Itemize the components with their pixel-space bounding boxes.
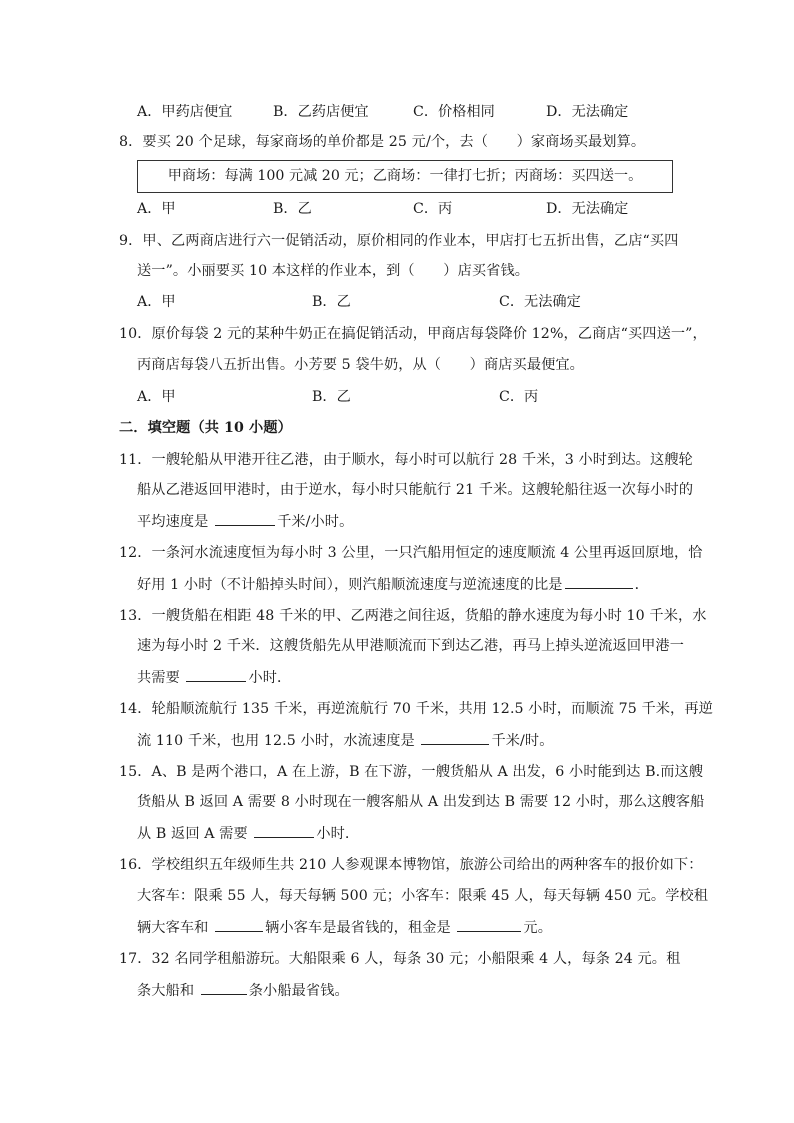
q8-option-b: B．乙: [273, 201, 312, 217]
q11-line2: 船从乙港返回甲港时，由于逆水，每小时只能航行 21 千米。这艘轮船往返一次每小时的: [137, 482, 694, 498]
q11-line1: 11．一艘轮船从甲港开往乙港，由于顺水，每小时可以航行 28 千米，3 小时到达。这艘轮: [119, 452, 693, 468]
q12-line2: [137, 574, 649, 595]
q15-line3-suffix: 小时.: [316, 826, 350, 842]
q8-info-box: 甲商场：每满 100 元减 20 元；乙商场：一律打七折；丙商场：买四送一。: [137, 160, 673, 193]
q15-line2: 货船从 B 返回 A 需要 8 小时现在一艘客船从 A 出发到达 B 需要 12 小时，那么这艘客船: [137, 794, 705, 810]
q17-answer-blank[interactable]: [201, 980, 247, 995]
q9-option-c: C．无法确定: [499, 294, 581, 310]
q9-option-a: A．甲: [137, 294, 176, 310]
q17-line2-prefix: 条大船和: [137, 983, 199, 999]
q14-line2-suffix: 千米/时。: [491, 733, 554, 749]
q12-line2-suffix: ．: [634, 577, 649, 593]
q7-option-d: D．无法确定: [546, 104, 629, 120]
q13-line2: 速为每小时 2 千米．这艘货船先从甲港顺流而下到达乙港，再马上掉头逆流返回甲港一: [137, 638, 684, 654]
q17-line2-suffix: 条小船最省钱。: [248, 983, 349, 999]
q14-answer-blank[interactable]: [421, 730, 489, 745]
q7-option-a: A．甲药店便宜: [137, 104, 233, 120]
q8-option-a: A．甲: [137, 201, 176, 217]
q12-answer-blank[interactable]: [565, 574, 633, 589]
q14-line2-prefix: 流 110 千米，也用 12.5 小时，水流速度是: [137, 733, 420, 749]
q11-answer-blank[interactable]: [215, 511, 275, 526]
q16-line3: [137, 917, 552, 938]
q16-small-bus-blank[interactable]: [215, 917, 263, 932]
q15-line1: 15．A、B 是两个港口，A 在上游，B 在下游，一艘货船从 A 出发，6 小时能到达 B.而这艘: [119, 764, 704, 780]
q11-line3: [137, 511, 353, 532]
q10-line2: 丙商店每袋八五折出售。小芳要 5 袋牛奶，从（ ）商店买最便宜。: [137, 357, 584, 373]
section-heading-fill-in: 二．填空题（共 10 小题）: [119, 420, 292, 436]
q16-line3-suffix: 元。: [523, 920, 552, 936]
q12-line1: 12．一条河水流速度恒为每小时 3 公里，一只汽船用恒定的速度顺流 4 公里再返回原地，恰: [119, 545, 703, 561]
q11-line3-prefix: 平均速度是: [137, 514, 214, 530]
q8-stem: 8．要买 20 个足球，每家商场的单价都是 25 元/个，去（ ）家商场买最划算。: [119, 134, 646, 150]
q15-answer-blank[interactable]: [254, 823, 314, 838]
q8-option-c: C．丙: [413, 201, 453, 217]
q16-line2: 大客车：限乘 55 人，每天每辆 500 元；小客车：限乘 45 人，每天每辆 450 元。学校租: [137, 888, 709, 904]
q10-option-b: B．乙: [312, 389, 351, 405]
q16-line3-prefix: 辆大客车和: [137, 920, 214, 936]
q13-line1: 13．一艘货船在相距 48 千米的甲、乙两港之间往返，货船的静水速度为每小时 10 千米，水: [119, 608, 707, 624]
q7-option-b: B．乙药店便宜: [273, 104, 369, 120]
q7-option-c: C．价格相同: [413, 104, 495, 120]
q15-line3-prefix: 从 B 返回 A 需要: [137, 826, 253, 842]
q13-answer-blank[interactable]: [186, 667, 246, 682]
q16-line1: 16．学校组织五年级师生共 210 人参观课本博物馆，旅游公司给出的两种客车的报价如下：: [119, 857, 703, 873]
q16-rent-blank[interactable]: [457, 917, 521, 932]
q9-line2: 送一”。小丽要买 10 本这样的作业本，到（ ）店买省钱。: [137, 263, 530, 279]
q13-line3: [137, 667, 291, 688]
q15-line3: [137, 823, 350, 844]
q14-line2: [137, 730, 553, 751]
q10-option-c: C．丙: [499, 389, 539, 405]
q8-option-d: D．无法确定: [546, 201, 629, 217]
q14-line1: 14．轮船顺流航行 135 千米，再逆流航行 70 千米，共用 12.5 小时，而顺流 75 千米，再逆: [119, 701, 713, 717]
q10-line1: 10．原价每袋 2 元的某种牛奶正在搞促销活动，甲商店每袋降价 12%，乙商店“买四送一”，: [119, 326, 707, 342]
q11-line3-suffix: 千米/小时。: [277, 514, 354, 530]
q10-option-a: A．甲: [137, 389, 176, 405]
q12-line2-prefix: 好用 1 小时（不计船掉头时间），则汽船顺流速度与逆流速度的比是: [137, 577, 563, 593]
q9-line1: 9．甲、乙两商店进行六一促销活动，原价相同的作业本，甲店打七五折出售，乙店“买四: [119, 233, 679, 249]
q17-line1: 17．32 名同学租船游玩。大船限乘 6 人，每条 30 元；小船限乘 4 人，每条 24 元。租: [119, 951, 681, 967]
q9-option-b: B．乙: [312, 294, 351, 310]
q13-line3-prefix: 共需要: [137, 670, 185, 686]
q16-line3-middle: 辆小客车是最省钱的，租金是: [265, 920, 456, 936]
q13-line3-suffix: 小时．: [248, 670, 292, 686]
q17-line2: [137, 980, 349, 1001]
